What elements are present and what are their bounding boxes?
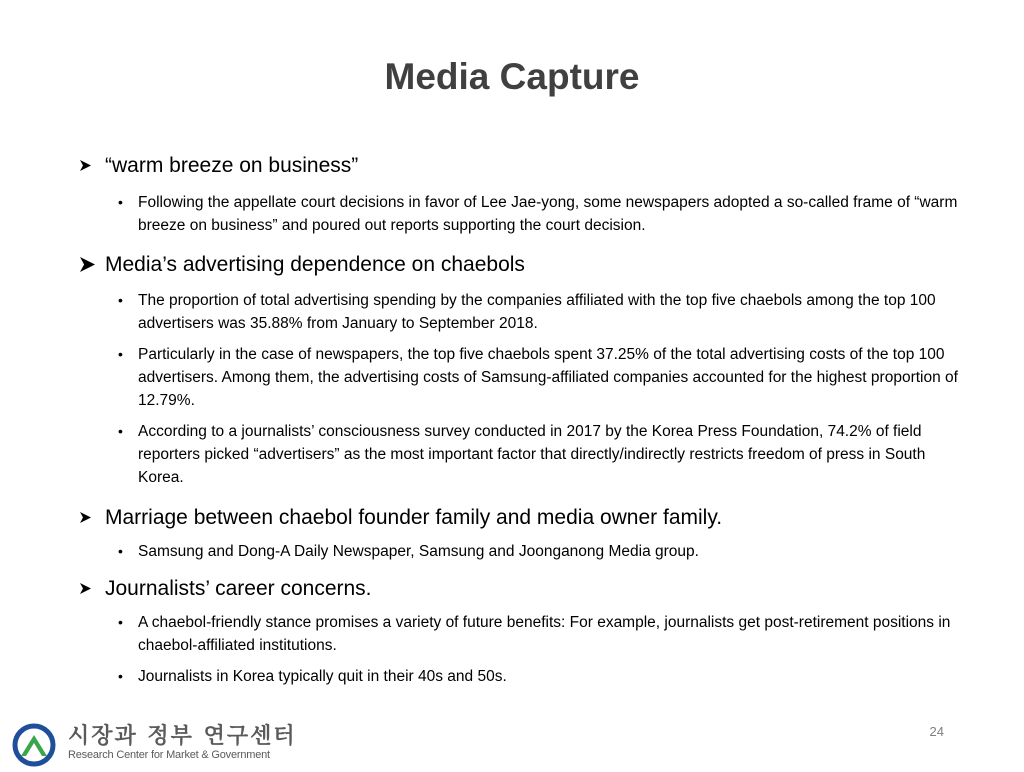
logo-english-name: Research Center for Market & Government (68, 749, 270, 761)
round-bullet-icon: • (118, 292, 123, 308)
list-item-text: Journalists in Korea typically quit in their 40s and 50s. (138, 668, 507, 685)
list-item (118, 191, 958, 237)
slide-title: Media Capture (384, 56, 640, 97)
arrowhead-bullet-icon (80, 257, 95, 272)
list-item (118, 540, 958, 563)
list-item-text: Particularly in the case of newspapers, the top five chaebols spent 37.25% of the total advertising costs of the top 100 advertisers. Among them, the advertising costs of Samsung-affiliated companies accounted for the highest proportion of 12.79%. (138, 346, 958, 409)
list-item (118, 343, 958, 412)
list-item-text: Following the appellate court decisions in favor of Lee Jae-yong, some newspapers adopted a so-called frame of “warm breeze on business” and poured out reports supporting the court decision. (138, 194, 958, 234)
round-bullet-icon: • (118, 423, 123, 439)
section-advertising-dependence (80, 251, 970, 279)
arrowhead-bullet-icon (80, 512, 91, 523)
list-item (118, 420, 958, 489)
round-bullet-icon: • (118, 614, 123, 630)
round-bullet-icon: • (118, 543, 123, 559)
slide-content (80, 148, 970, 688)
section-heading: Marriage between chaebol founder family and media owner family. (105, 506, 723, 529)
list-item (118, 289, 958, 335)
list-item (118, 665, 958, 688)
list-item-text: Samsung and Dong-A Daily Newspaper, Samsung and Joonganong Media group. (138, 543, 699, 560)
list-item-text: According to a journalists’ consciousness survey conducted in 2017 by the Korea Press Foundation, 74.2% of field reporters picked “advertisers” as the most important factor that directly/indirectly restricts freedom of press in South Korea. (138, 423, 926, 486)
section-heading: Media’s advertising dependence on chaebols (105, 253, 525, 276)
list-item-text: A chaebol-friendly stance promises a variety of future benefits: For example, journalists get post-retirement positions in chaebol-affiliated institutions. (138, 614, 951, 654)
round-bullet-icon: • (118, 346, 123, 362)
list-item-text: The proportion of total advertising spending by the companies affiliated with the top five chaebols among the top 100 advertisers was 35.88% from January to September 2018. (138, 292, 936, 332)
logo-korean-name: 시장과 정부 연구센터 (68, 724, 297, 749)
page-number: 24 (929, 724, 944, 739)
section-career-concerns (80, 575, 970, 603)
organization-logo (12, 718, 297, 766)
list-item (118, 611, 958, 657)
round-bullet-icon: • (118, 668, 123, 684)
round-bullet-icon: • (118, 194, 123, 210)
section-marriage (80, 504, 970, 532)
logo-mark-icon (12, 723, 56, 772)
section-heading: “warm breeze on business” (105, 154, 359, 177)
arrowhead-bullet-icon (80, 160, 91, 171)
section-warm-breeze (80, 152, 970, 180)
section-heading: Journalists’ career concerns. (105, 577, 372, 600)
arrowhead-bullet-icon (80, 583, 91, 594)
